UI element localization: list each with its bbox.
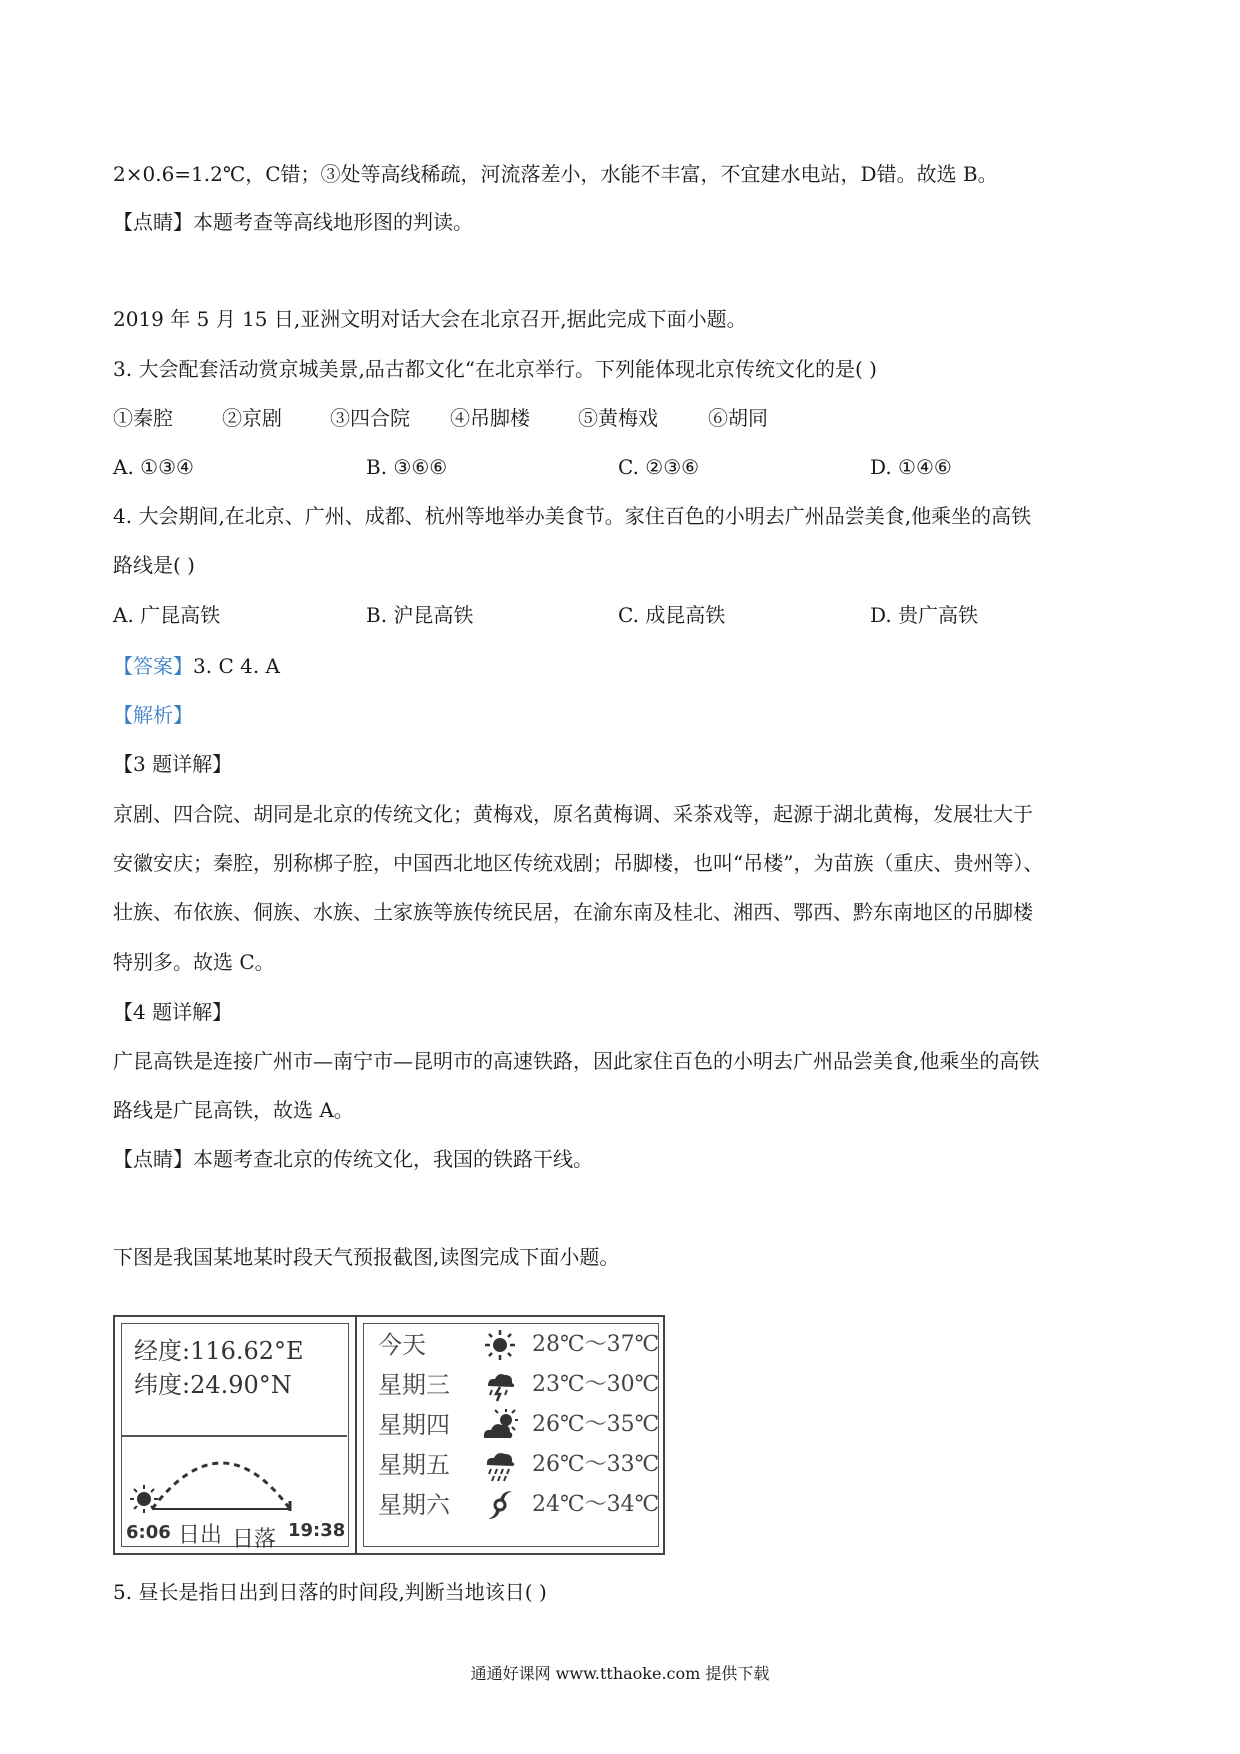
forecast-day: 星期五: [378, 1451, 450, 1479]
option-d: D. ①④⑥: [870, 455, 952, 479]
option-b: B. 沪昆高铁: [366, 603, 474, 627]
text-line: 京剧、四合院、胡同是北京的传统文化；黄梅戏，原名黄梅调、采茶戏等，起源于湖北黄梅，发展壮大于: [113, 802, 1033, 826]
forecast-row: [364, 1326, 660, 1366]
heavy-rain-icon: [482, 1448, 518, 1482]
forecast-temp: 24℃～34℃: [532, 1492, 660, 1517]
text-line: 路线是广昆高铁，故选 A。: [113, 1098, 354, 1122]
thunderstorm-icon: [482, 1368, 518, 1402]
text-line: 安徽安庆；秦腔，别称梆子腔，中国西北地区传统戏剧；吊脚楼，也叫“吊楼”，为苗族（重庆、贵州等）、: [113, 851, 1044, 875]
option-b: B. ③⑥⑥: [366, 455, 448, 479]
list-item: ④吊脚楼: [450, 406, 530, 430]
forecast-row: [364, 1486, 660, 1526]
sunny-icon: [482, 1328, 518, 1362]
section-intro: 2019 年 5 月 15 日,亚洲文明对话大会在北京召开,据此完成下面小题。: [113, 307, 747, 331]
weather-forecast-figure: [113, 1315, 665, 1555]
forecast-day: 星期四: [378, 1411, 450, 1439]
sunset-label: 日落: [232, 1527, 277, 1552]
analysis-label: 【解析】: [113, 703, 193, 727]
sun-path-icon: [122, 1437, 348, 1517]
forecast-temp: 26℃～35℃: [532, 1412, 660, 1437]
forecast-temp: 23℃～30℃: [532, 1372, 660, 1397]
text-line: 广昆高铁是连接广州市—南宁市—昆明市的高速铁路，因此家住百色的小明去广州品尝美食,他乘坐的高铁: [113, 1049, 1040, 1073]
partly-cloudy-icon: [482, 1408, 518, 1442]
option-d: D. 贵广高铁: [870, 603, 979, 627]
question-3: 3. 大会配套活动赏京城美景,品古都文化“在北京举行。下列能体现北京传统文化的是( ): [113, 357, 877, 381]
forecast-temp: 26℃～33℃: [532, 1452, 660, 1477]
answer-label: 【答案】: [113, 654, 193, 678]
detail-3-label: 【3 题详解】: [113, 752, 233, 776]
sunrise-label: 日出: [178, 1523, 223, 1548]
forecast-day: 星期三: [378, 1371, 450, 1399]
detail-4-label: 【4 题详解】: [113, 1000, 233, 1024]
forecast-row: [364, 1406, 660, 1446]
forecast-day: 星期六: [378, 1491, 450, 1519]
forecast-row: [364, 1366, 660, 1406]
option-c: C. ②③⑥: [618, 455, 700, 479]
question-5: 5. 昼长是指日出到日落的时间段,判断当地该日( ): [113, 1580, 547, 1604]
forecast-panel: [363, 1323, 659, 1547]
text-line: 特别多。故选 C。: [113, 950, 275, 974]
list-item: ②京剧: [222, 406, 282, 430]
longitude-text: 经度:116.62°E: [134, 1337, 304, 1365]
question-4: 4. 大会期间,在北京、广州、成都、杭州等地举办美食节。家住百色的小明去广州品尝美食,他乘坐的高铁: [113, 504, 1032, 528]
location-panel: [121, 1323, 349, 1552]
answer-text: 3. C 4. A: [193, 654, 280, 678]
text-line: 2×0.6=1.2℃，C错；③处等高线稀疏，河流落差小，水能不丰富，不宜建水电站，D错。故选 B。: [113, 162, 998, 186]
list-item: ①秦腔: [113, 406, 173, 430]
typhoon-icon: [482, 1488, 518, 1522]
sunset-time: 19:38: [288, 1520, 346, 1541]
list-item: ③四合院: [330, 406, 410, 430]
question-4-cont: 路线是( ): [113, 553, 195, 577]
sunrise-time: 6:06: [126, 1522, 171, 1543]
text-line: 壮族、布依族、侗族、水族、土家族等族传统民居，在渝东南及桂北、湘西、鄂西、黔东南地区的吊脚楼: [113, 900, 1033, 924]
forecast-day: 今天: [378, 1331, 426, 1359]
page-footer: 通通好课网 www.tthaoke.com 提供下载: [470, 1664, 770, 1683]
latitude-text: 纬度:24.90°N: [134, 1371, 292, 1399]
point-note: 【点睛】本题考查北京的传统文化，我国的铁路干线。: [113, 1147, 593, 1171]
option-a: A. 广昆高铁: [113, 603, 221, 627]
section-intro: 下图是我国某地某时段天气预报截图,读图完成下面小题。: [113, 1245, 620, 1269]
forecast-temp: 28℃～37℃: [532, 1332, 660, 1357]
forecast-row: [364, 1446, 660, 1486]
option-c: C. 成昆高铁: [618, 603, 726, 627]
point-note: 【点睛】本题考查等高线地形图的判读。: [113, 210, 473, 234]
list-item: ⑥胡同: [708, 406, 768, 430]
divider: [355, 1317, 357, 1553]
answer-line: [113, 652, 280, 680]
option-a: A. ①③④: [113, 455, 194, 479]
list-item: ⑤黄梅戏: [578, 406, 658, 430]
